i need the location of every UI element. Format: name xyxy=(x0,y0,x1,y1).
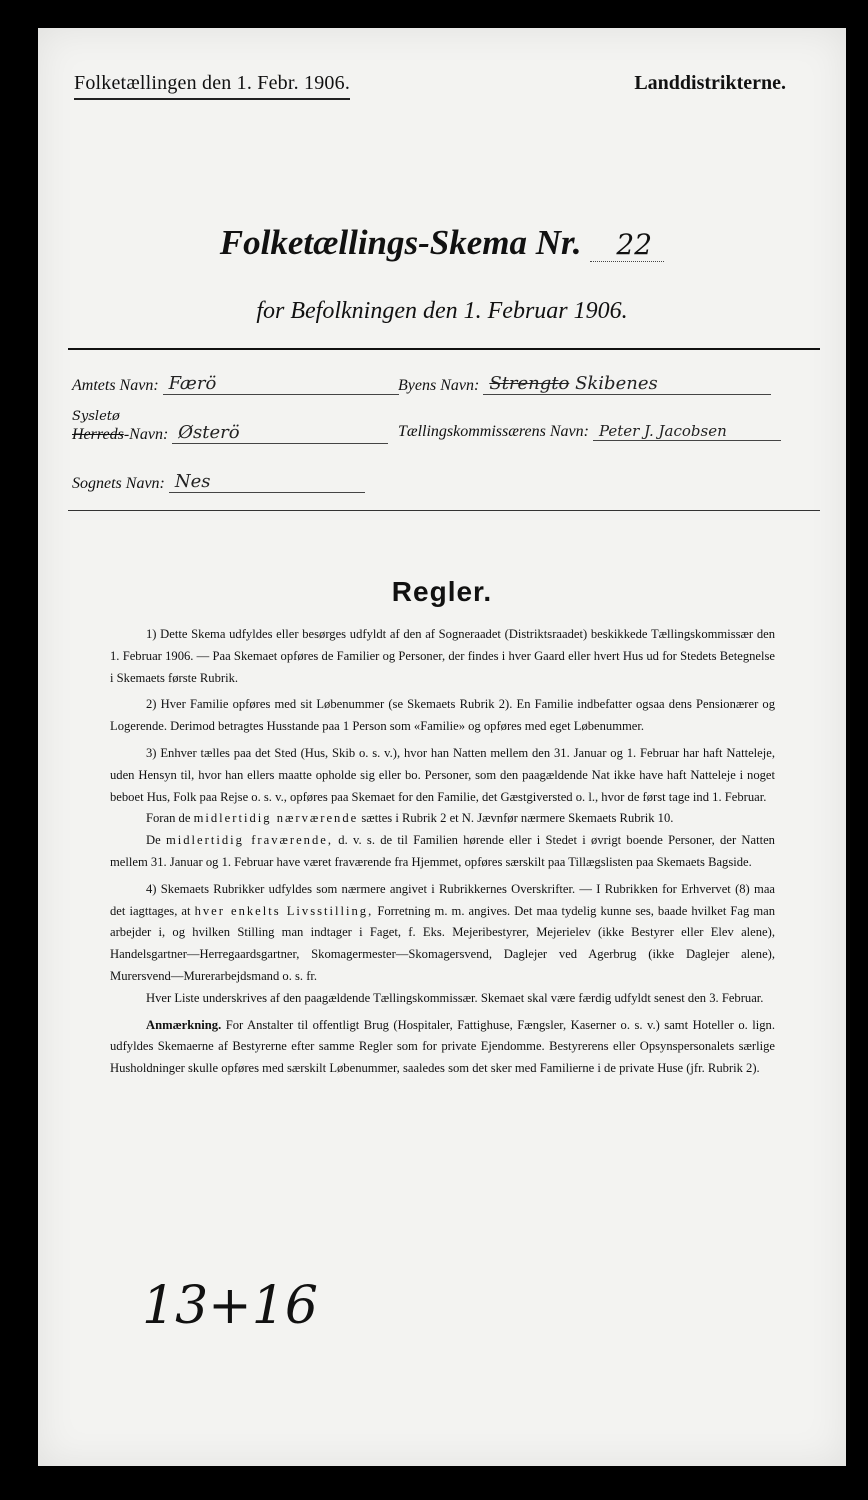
field-herred xyxy=(72,422,388,444)
rule-3-nearby-pre: Foran de xyxy=(146,811,191,826)
rule-3-nearby xyxy=(110,808,775,830)
field-by-name: Skibenes xyxy=(575,373,658,394)
rule-2: 2) Hver Familie opføres med sit Løbenummer (se Skemaets Rubrik 2). En Familie indbefatter ogsaa dens Pensionærer og Logerende. Derimod betragtes Husstande paa 1 Person som «Familie» og opføres med eget Løbenummer. xyxy=(110,697,775,734)
field-herred-label-struck: Herreds xyxy=(72,426,124,443)
form-number: 22 xyxy=(590,228,664,262)
field-sogn-label: Sognets Navn: xyxy=(72,475,165,492)
divider-top xyxy=(68,348,820,350)
field-herred-label: -Navn: xyxy=(123,426,169,443)
rule-3: 3) Enhver tælles paa det Sted (Hus, Skib o. s. v.), hvor han Natten mellem den 31. Januar og 1. Februar har haft Natteleje, uden Hensyn til, hvor han ellers maatte opholde sig eller bo. Personer, som den paagældende Nat ikke have haft Natteleje i noget beboet Hus, Folk paa Rejse o. s. v., opføres paa Skemaet for den Familie, det Gæstgiversted o. l., hvor de først tage ind 1. Februar. xyxy=(110,745,775,804)
census-form-page xyxy=(38,28,846,1466)
handwritten-count-note: 13+16 xyxy=(142,1276,318,1336)
field-by-label: Byens Navn: xyxy=(398,377,480,394)
rule-note-text: For Anstalter til offentligt Brug (Hospitaler, Fattighuse, Fængsler, Kaserner o. s. v.) samt Hoteller o. lign. udfyldes Skemaerne af Bestyrerne efter samme Regler som for private Ejendomme. Bestyrerens eller Opsynspersonalets særlige Husholdninger skulle opføres med særskilt Løbenummer, saaledes som det sker med Familierne i de private Huse (jfr. Rubrik 2). xyxy=(110,1017,775,1076)
rule-3-absent-spaced: midlertidig fraværende, xyxy=(165,833,334,848)
field-kommissaer-label: Tællingskommissærens Navn: xyxy=(398,423,589,440)
field-amt-value: Færö xyxy=(163,373,399,395)
field-herred-value: Østerö xyxy=(172,422,388,444)
rule-3-absent xyxy=(110,830,775,874)
herred-correction-text: Sysletø xyxy=(72,409,120,424)
field-kommissaer-value: Peter J. Jacobsen xyxy=(593,422,781,441)
field-amt xyxy=(72,373,399,395)
field-sogn-value: Nes xyxy=(169,471,365,493)
rules-heading: Regler. xyxy=(391,576,493,607)
rule-3-absent-post: d. v. s. de til Familien hørende eller i Stedet i øvrigt boende Personer, der Natten mellem 31. Januar og 1. Februar have været fraværende fra Hjemmet, opføres særskilt paa Tillægslisten paa Skemaets Bagside. xyxy=(110,833,775,869)
rule-1: 1) Dette Skema udfyldes eller besørges udfyldt af den af Sognеraadet (Distriktsraadet) beskikkede Tællingskommissær den 1. Februar 1906. — Paa Skemaet opføres de Familier og Personer, der findes i hver Gaard eller hvert Hus ud for Stedets Betegnelse i Skemaets første Rubrik. xyxy=(110,627,775,685)
rule-note xyxy=(110,1015,775,1080)
header-census-date: Folketællingen den 1. Febr. 1906. xyxy=(74,72,350,100)
rule-4-spaced: hver enkelts Livsstilling, xyxy=(194,903,374,918)
field-by-value xyxy=(483,373,771,395)
field-sogn xyxy=(72,471,365,493)
form-title xyxy=(38,223,846,263)
rule-3-nearby-spaced: midlertidig nærværende xyxy=(193,811,359,826)
rule-3-absent-pre: De xyxy=(146,833,161,848)
rule-4 xyxy=(110,879,775,988)
field-kommissaer xyxy=(398,422,781,441)
rule-3-nearby-post: sættes i Rubrik 2 et N. Jævnfør nærmere Skemaets Rubrik 10. xyxy=(361,811,674,826)
field-by xyxy=(398,373,771,395)
rules-body xyxy=(110,624,775,1080)
rule-5: Hver Liste underskrives af den paagældende Tællingskommissær. Skemaet skal være færdig udfyldt senest den 3. Februar. xyxy=(146,990,764,1005)
rule-4-pre: 4) Skemaets Rubrikker udfyldes som nærmere angivet i Rubrikkernes Overskrifter. — I Rubrikken for Erhvervet (8) maa det iagttages, at xyxy=(110,881,775,918)
header-district-type: Landdistrikterne. xyxy=(634,72,786,94)
field-by-struck: Strengto xyxy=(489,373,570,394)
rule-note-label: Anmærkning. xyxy=(146,1017,222,1032)
field-amt-label: Amtets Navn: xyxy=(72,377,159,394)
form-subtitle: for Befolkningen den 1. Februar 1906. xyxy=(256,298,628,324)
rule-4-post: Forretning m. m. angives. Det maa tydelig kunne ses, baade hvilket Fag man arbejder i, og hvilken Stilling man indtager i Faget, f. Eks. Mejeribestyrer, Mejerielev (ikke Bestyrer eller Elev alene), Handelsgartner—Herregaardsgartner, Skomagermester—Skomagersvend, Daglejer ved Agerbrug (ikke Daglejer alene), Murersvend—Murerarbejdsmand o. s. fr. xyxy=(110,903,775,983)
form-title-text: Folketællings-Skema Nr. xyxy=(219,223,582,262)
divider-fields-bottom xyxy=(68,510,820,511)
